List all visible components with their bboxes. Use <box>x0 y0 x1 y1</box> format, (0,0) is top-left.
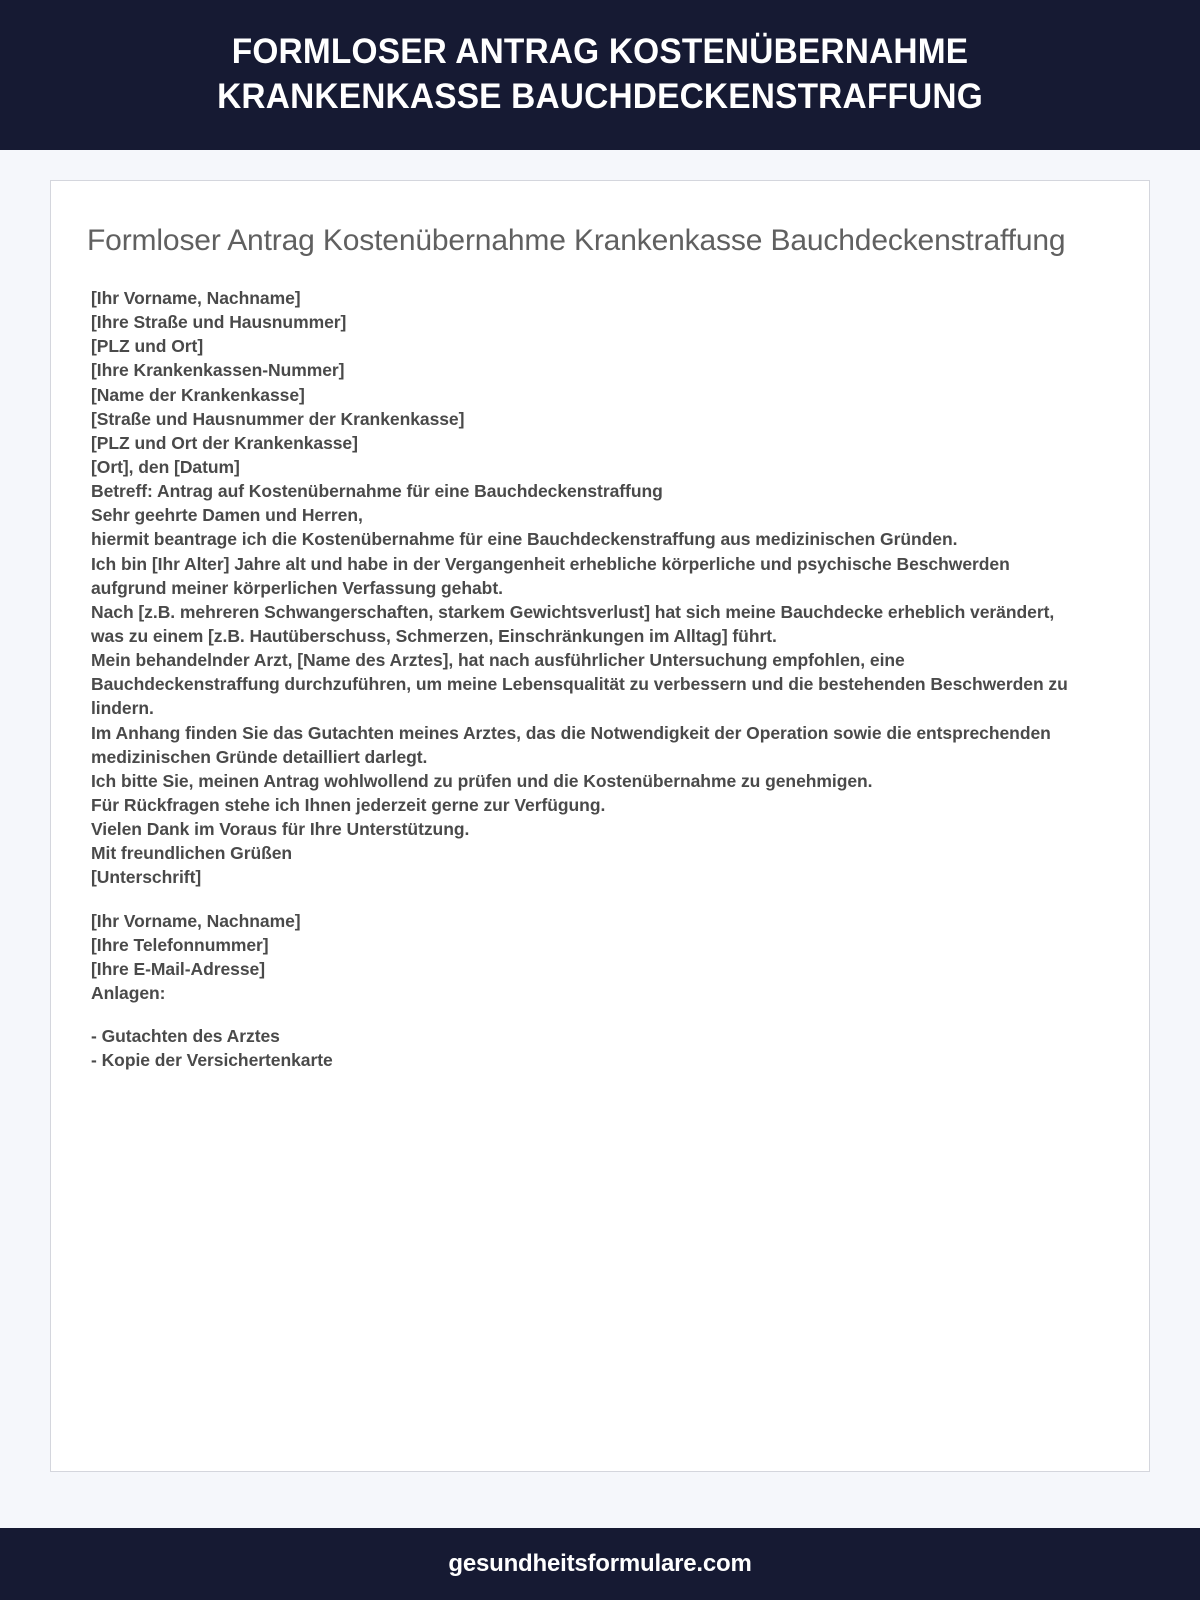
letter-paragraph: Ich bitte Sie, meinen Antrag wohlwollend zu prüfen und die Kostenübernahme zu genehmigen. <box>91 770 873 791</box>
letter-closing: Mit freundlichen Grüßen <box>91 843 293 864</box>
letter-line: [Ihr Vorname, Nachname] <box>91 910 301 931</box>
letter-paragraph: Im Anhang finden Sie das Gutachten meines Arztes, das die Notwendigkeit der Operation sowie die entsprechenden medizinischen Gründe detailliert darlegt. <box>91 722 1051 767</box>
footer-site-name: gesundheitsformulare.com <box>448 1550 752 1577</box>
letter-signature-placeholder: [Unterschrift] <box>91 867 202 888</box>
letter-line: [Ihr Vorname, Nachname] <box>91 288 301 308</box>
letter-body <box>87 286 1091 1072</box>
document-card <box>50 180 1150 1472</box>
page-footer <box>0 1528 1200 1600</box>
letter-paragraph: Für Rückfragen stehe ich Ihnen jederzeit gerne zur Verfügung. <box>91 794 606 815</box>
letter-line: [PLZ und Ort] <box>91 336 204 357</box>
letter-line: [PLZ und Ort der Krankenkasse] <box>91 432 358 453</box>
attachments-heading: Anlagen: <box>91 982 166 1003</box>
letter-line: [Ihre Straße und Hausnummer] <box>91 312 347 333</box>
attachment-item: - Kopie der Versichertenkarte <box>91 1050 333 1071</box>
letter-paragraph: Nach [z.B. mehreren Schwangerschaften, starkem Gewichtsverlust] hat sich meine Bauchdecke erheblich verändert, was zu einem [z.B. Hautüberschuss, Schmerzen, Einschränkungen im Alltag] führt. <box>91 601 1055 646</box>
letter-line-subject: Betreff: Antrag auf Kostenübernahme für eine Bauchdeckenstraffung <box>91 481 663 502</box>
letter-paragraph: Mein behandelnder Arzt, [Name des Arztes], hat nach ausführlicher Untersuchung empfohlen, eine Bauchdeckenstraffung durchzuführen, um meine Lebensqualität zu verbessern und die bestehenden Beschwerden zu lindern. <box>91 650 1068 719</box>
letter-line: [Name der Krankenkasse] <box>91 384 305 405</box>
letter-line: [Ort], den [Datum] <box>91 456 240 477</box>
letter-line: [Ihre Krankenkassen-Nummer] <box>91 360 345 381</box>
attachment-item: - Gutachten des Arztes <box>91 1026 280 1047</box>
page-header-banner <box>0 0 1200 150</box>
document-title: Formloser Antrag Kostenübernahme Krankenkasse Bauchdeckenstraffung <box>87 224 1066 257</box>
letter-paragraph: hiermit beantrage ich die Kostenübernahme für eine Bauchdeckenstraffung aus medizinischen Gründen. <box>91 529 958 550</box>
letter-line: [Ihre Telefonnummer] <box>91 934 269 955</box>
letter-paragraph: Vielen Dank im Voraus für Ihre Unterstützung. <box>91 819 470 840</box>
letter-line: [Straße und Hausnummer der Krankenkasse] <box>91 408 465 429</box>
letter-paragraph: Ich bin [Ihr Alter] Jahre alt und habe in der Vergangenheit erhebliche körperliche und psychische Beschwerden aufgrund meiner körperlichen Verfassung gehabt. <box>91 553 1010 598</box>
page-header-title: FORMLOSER ANTRAG KOSTENÜBERNAHME KRANKENKASSE BAUCHDECKENSTRAFFUNG <box>217 32 983 116</box>
letter-line: [Ihre E-Mail-Adresse] <box>91 958 265 979</box>
letter-line-salutation: Sehr geehrte Damen und Herren, <box>91 505 363 526</box>
page-content-area <box>0 150 1200 1528</box>
